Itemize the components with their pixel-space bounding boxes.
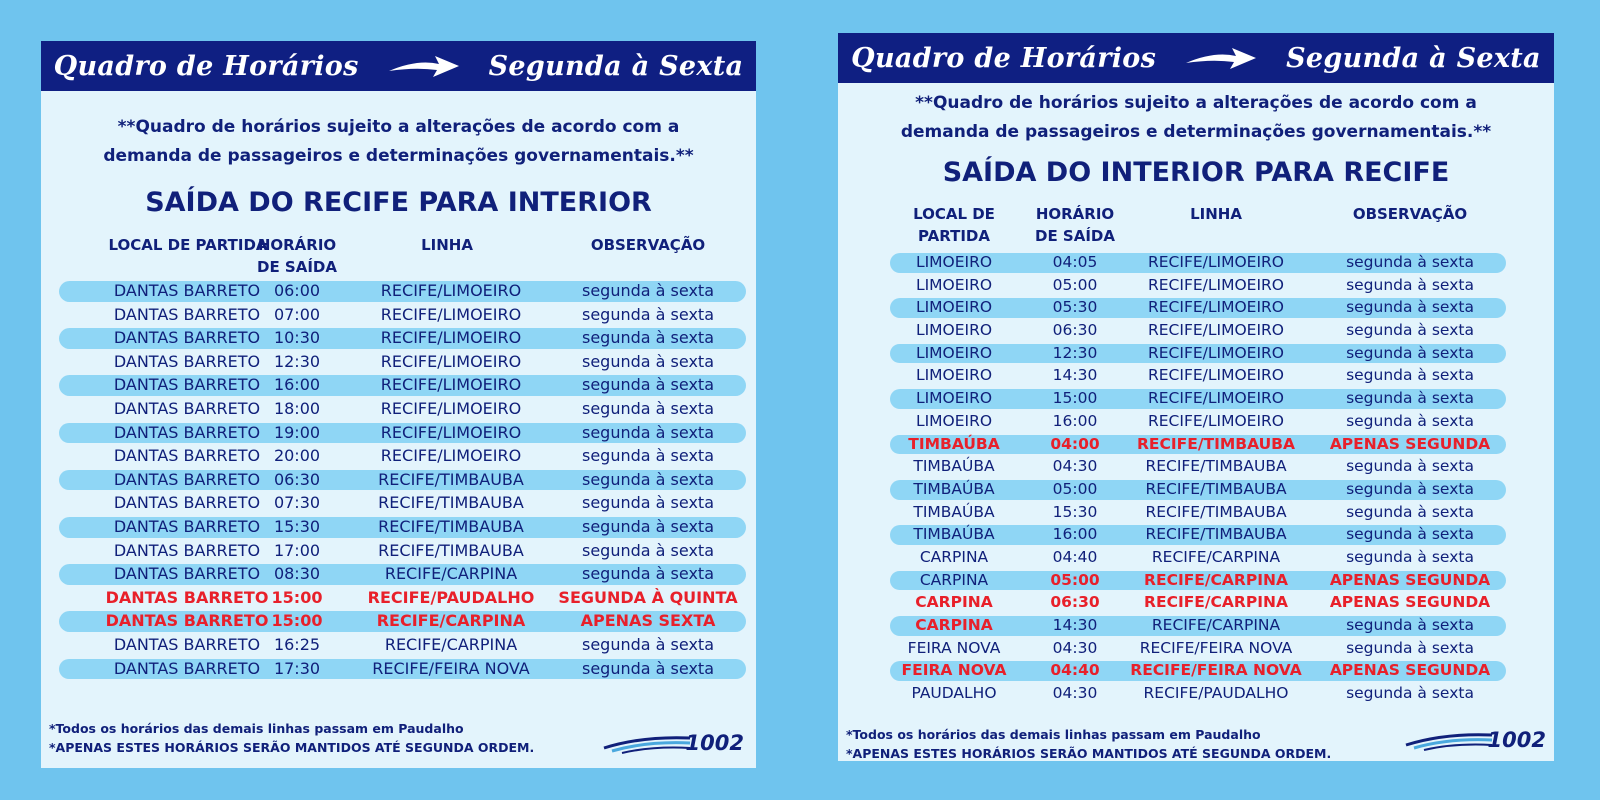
cell-horario: 05:00 — [1052, 275, 1098, 294]
cell-local: TIMBAÚBA — [913, 525, 995, 544]
cell-linha: RECIFE/CARPINA — [1151, 547, 1281, 566]
table-row — [838, 546, 1554, 569]
cell-linha: RECIFE/TIMBAUBA — [1145, 502, 1287, 521]
cell-horario: 08:30 — [273, 564, 321, 584]
schedule-panel-interior-to-recife — [838, 33, 1554, 761]
company-logo — [602, 731, 744, 755]
schedule-rows — [838, 251, 1554, 705]
header-linha: LINHA — [1190, 205, 1242, 223]
table-row — [838, 614, 1554, 637]
cell-local: DANTAS BARRETO — [113, 351, 261, 371]
cell-local: CARPINA — [919, 547, 989, 566]
banner — [838, 33, 1554, 83]
cell-local: DANTAS BARRETO — [113, 540, 261, 560]
cell-local: FEIRA NOVA — [901, 661, 1007, 680]
cell-obs: segunda à sexta — [1346, 457, 1474, 476]
cell-horario: 20:00 — [273, 446, 321, 466]
cell-obs: segunda à sexta — [582, 469, 714, 489]
cell-linha: RECIFE/LIMOEIRO — [1147, 275, 1285, 294]
cell-obs: APENAS SEGUNDA — [1329, 661, 1491, 680]
cell-local: LIMOEIRO — [915, 411, 993, 430]
arrow-right-icon — [387, 51, 461, 81]
footnote: *APENAS ESTES HORÁRIOS SERÃO MANTIDOS ATÉ SEGUNDA ORDEM. — [49, 740, 535, 755]
cell-local: DANTAS BARRETO — [113, 658, 261, 678]
cell-obs: segunda à sexta — [1346, 253, 1474, 271]
swoosh-icon — [1404, 729, 1494, 751]
cell-linha: RECIFE/CARPINA — [1144, 570, 1288, 589]
cell-local: DANTAS BARRETO — [113, 469, 261, 489]
cell-local: CARPINA — [915, 616, 993, 634]
cell-local: DANTAS BARRETO — [113, 281, 261, 300]
cell-local: DANTAS BARRETO — [113, 516, 261, 536]
cell-local: DANTAS BARRETO — [113, 564, 261, 584]
cell-linha: RECIFE/LIMOEIRO — [380, 281, 522, 300]
table-row — [838, 410, 1554, 433]
cell-linha: RECIFE/CARPINA — [384, 634, 518, 654]
cell-horario: 15:30 — [1052, 502, 1098, 521]
table-row — [838, 591, 1554, 614]
logo-text: 1002 — [685, 731, 744, 755]
notice-line: **Quadro de horários sujeito a alterações de acordo com a — [117, 117, 680, 137]
cell-horario: 06:30 — [273, 469, 321, 489]
table-row — [41, 350, 756, 374]
cell-linha: RECIFE/TIMBAUBA — [378, 469, 524, 489]
cell-obs: segunda à sexta — [1346, 684, 1474, 703]
cell-local: DANTAS BARRETO — [113, 328, 261, 348]
table-row — [838, 455, 1554, 478]
header-observacao: OBSERVAÇÃO — [590, 236, 706, 254]
cell-local: LIMOEIRO — [915, 321, 993, 340]
cell-obs: segunda à sexta — [1346, 389, 1474, 408]
header-local: LOCAL DE PARTIDA — [108, 236, 268, 254]
table-row — [838, 251, 1554, 274]
cell-horario: 05:00 — [1050, 570, 1100, 589]
cell-horario: 18:00 — [273, 398, 321, 418]
cell-horario: 05:00 — [1052, 479, 1098, 498]
table-row — [41, 586, 756, 610]
cell-horario: 12:30 — [1052, 343, 1098, 362]
table-row — [41, 633, 756, 657]
table-row — [41, 609, 756, 633]
cell-obs: SEGUNDA À QUINTA — [558, 587, 738, 607]
cell-local: LIMOEIRO — [915, 253, 993, 271]
cell-obs: segunda à sexta — [582, 375, 714, 395]
notice-text — [61, 113, 736, 171]
cell-linha: RECIFE/LIMOEIRO — [1147, 389, 1285, 408]
cell-local: DANTAS BARRETO — [105, 611, 269, 631]
cell-obs: segunda à sexta — [582, 564, 714, 584]
cell-obs: APENAS SEGUNDA — [1329, 570, 1491, 589]
table-row — [838, 319, 1554, 342]
cell-horario: 04:30 — [1052, 684, 1098, 703]
cell-obs: segunda à sexta — [582, 304, 714, 324]
cell-local: TIMBAÚBA — [913, 457, 995, 476]
cell-local: PAUDALHO — [911, 684, 997, 703]
cell-obs: segunda à sexta — [582, 493, 714, 513]
table-row — [838, 659, 1554, 682]
cell-linha: RECIFE/TIMBAUBA — [1137, 434, 1295, 453]
cell-horario: 15:00 — [271, 587, 323, 607]
table-row — [41, 397, 756, 421]
cell-obs: segunda à sexta — [582, 398, 714, 418]
cell-linha: RECIFE/LIMOEIRO — [1147, 321, 1285, 340]
footnotes — [846, 725, 1331, 763]
banner-title: Quadro de Horários — [53, 50, 359, 82]
logo-text: 1002 — [1487, 728, 1546, 752]
cell-horario: 16:25 — [273, 634, 321, 654]
cell-linha: RECIFE/LIMOEIRO — [1147, 253, 1285, 271]
cell-obs: segunda à sexta — [582, 658, 714, 678]
cell-linha: RECIFE/CARPINA — [1144, 593, 1288, 612]
cell-linha: RECIFE/TIMBAUBA — [1145, 525, 1287, 544]
cell-obs: APENAS SEXTA — [580, 611, 716, 631]
footnote: *Todos os horários das demais linhas passam em Paudalho — [49, 721, 464, 736]
cell-linha: RECIFE/FEIRA NOVA — [1139, 638, 1293, 657]
cell-linha: RECIFE/PAUDALHO — [1143, 684, 1289, 703]
cell-linha: RECIFE/TIMBAUBA — [378, 516, 524, 536]
cell-local: TIMBAÚBA — [913, 502, 995, 521]
notice-line: demanda de passageiros e determinações governamentais.** — [103, 146, 694, 166]
cell-horario: 19:00 — [273, 422, 321, 442]
cell-obs: segunda à sexta — [582, 422, 714, 442]
cell-horario: 14:30 — [1052, 616, 1098, 634]
cell-horario: 04:30 — [1052, 457, 1098, 476]
cell-linha: RECIFE/LIMOEIRO — [380, 328, 522, 348]
cell-linha: RECIFE/LIMOEIRO — [1147, 366, 1285, 385]
cell-obs: APENAS SEGUNDA — [1329, 593, 1491, 612]
footnote: *Todos os horários das demais linhas passam em Paudalho — [846, 727, 1261, 742]
cell-horario: 06:30 — [1052, 321, 1098, 340]
cell-linha: RECIFE/LIMOEIRO — [380, 304, 522, 324]
cell-linha: RECIFE/TIMBAUBA — [378, 493, 524, 513]
table-row — [838, 364, 1554, 387]
cell-local: LIMOEIRO — [915, 298, 993, 317]
cell-linha: RECIFE/TIMBAUBA — [378, 540, 524, 560]
arrow-right-icon — [1184, 43, 1258, 73]
cell-linha: RECIFE/FEIRA NOVA — [1130, 661, 1302, 680]
cell-horario: 07:00 — [273, 304, 321, 324]
cell-horario: 04:30 — [1052, 638, 1098, 657]
table-row — [41, 468, 756, 492]
table-row — [41, 444, 756, 468]
banner — [41, 41, 756, 91]
header-observacao: OBSERVAÇÃO — [1352, 205, 1468, 223]
cell-horario: 16:00 — [1052, 525, 1098, 544]
section-title: SAÍDA DO INTERIOR PARA RECIFE — [942, 157, 1450, 188]
cell-local: TIMBAÚBA — [908, 434, 1000, 453]
cell-horario: 15:00 — [1052, 389, 1098, 408]
table-row — [838, 637, 1554, 660]
cell-horario: 06:30 — [1050, 593, 1100, 612]
cell-obs: segunda à sexta — [582, 540, 714, 560]
cell-linha: RECIFE/LIMOEIRO — [380, 422, 522, 442]
table-row — [41, 515, 756, 539]
table-row — [838, 296, 1554, 319]
cell-obs: segunda à sexta — [582, 634, 714, 654]
cell-linha: RECIFE/CARPINA — [376, 611, 526, 631]
company-logo — [1404, 728, 1546, 752]
table-row — [838, 501, 1554, 524]
cell-horario: 16:00 — [273, 375, 321, 395]
notice-line: demanda de passageiros e determinações governamentais.** — [900, 122, 1492, 142]
table-row — [41, 373, 756, 397]
cell-horario: 14:30 — [1052, 366, 1098, 385]
notice-line: **Quadro de horários sujeito a alterações de acordo com a — [915, 93, 1477, 113]
cell-obs: segunda à sexta — [582, 446, 714, 466]
table-row — [41, 562, 756, 586]
table-row — [41, 326, 756, 350]
cell-horario: 07:30 — [273, 493, 321, 513]
cell-local: DANTAS BARRETO — [113, 446, 261, 466]
cell-local: DANTAS BARRETO — [113, 634, 261, 654]
cell-horario: 06:00 — [273, 281, 321, 300]
cell-obs: segunda à sexta — [1346, 547, 1474, 566]
cell-linha: RECIFE/CARPINA — [1151, 616, 1281, 634]
table-row — [838, 478, 1554, 501]
cell-horario: 15:00 — [271, 611, 323, 631]
cell-linha: RECIFE/TIMBAUBA — [1145, 479, 1287, 498]
cell-horario: 17:30 — [273, 658, 321, 678]
cell-local: DANTAS BARRETO — [113, 375, 261, 395]
cell-horario: 04:40 — [1050, 661, 1100, 680]
banner-title: Quadro de Horários — [851, 42, 1157, 74]
cell-horario: 15:30 — [273, 516, 321, 536]
cell-linha: RECIFE/LIMOEIRO — [380, 446, 522, 466]
banner-subtitle: Segunda à Sexta — [1286, 42, 1541, 74]
cell-horario: 04:40 — [1052, 547, 1098, 566]
table-row — [41, 491, 756, 515]
cell-local: FEIRA NOVA — [907, 638, 1001, 657]
cell-local: TIMBAÚBA — [913, 479, 995, 498]
cell-horario: 10:30 — [273, 328, 321, 348]
cell-obs: segunda à sexta — [1346, 502, 1474, 521]
cell-linha: RECIFE/LIMOEIRO — [1147, 298, 1285, 317]
cell-linha: RECIFE/PAUDALHO — [367, 587, 535, 607]
table-row — [838, 682, 1554, 705]
cell-obs: segunda à sexta — [1346, 275, 1474, 294]
header-linha: LINHA — [421, 236, 473, 254]
header-local: LOCAL DE PARTIDA — [913, 205, 995, 245]
cell-local: LIMOEIRO — [915, 389, 993, 408]
cell-obs: segunda à sexta — [1346, 479, 1474, 498]
cell-local: DANTAS BARRETO — [105, 587, 269, 607]
cell-obs: segunda à sexta — [1346, 366, 1474, 385]
cell-local: DANTAS BARRETO — [113, 422, 261, 442]
table-row — [41, 421, 756, 445]
cell-obs: segunda à sexta — [582, 516, 714, 536]
cell-linha: RECIFE/LIMOEIRO — [380, 375, 522, 395]
cell-local: DANTAS BARRETO — [113, 398, 261, 418]
cell-obs: segunda à sexta — [1346, 616, 1474, 634]
cell-linha: RECIFE/LIMOEIRO — [380, 398, 522, 418]
cell-obs: segunda à sexta — [1346, 343, 1474, 362]
footnote: *APENAS ESTES HORÁRIOS SERÃO MANTIDOS ATÉ SEGUNDA ORDEM. — [846, 746, 1332, 761]
cell-local: LIMOEIRO — [915, 343, 993, 362]
cell-local: DANTAS BARRETO — [113, 304, 261, 324]
cell-linha: RECIFE/LIMOEIRO — [380, 351, 522, 371]
header-horario: HORÁRIO DE SAÍDA — [1035, 205, 1115, 245]
section-title: SAÍDA DO RECIFE PARA INTERIOR — [145, 187, 652, 218]
cell-obs: APENAS SEGUNDA — [1329, 434, 1491, 453]
table-row — [41, 303, 756, 327]
cell-obs: segunda à sexta — [582, 328, 714, 348]
cell-local: DANTAS BARRETO — [113, 493, 261, 513]
schedule-rows — [41, 279, 756, 680]
notice-text — [858, 89, 1534, 147]
banner-subtitle: Segunda à Sexta — [488, 50, 744, 82]
footnotes — [49, 719, 534, 757]
cell-obs: segunda à sexta — [1346, 525, 1474, 544]
cell-horario: 04:00 — [1050, 434, 1100, 453]
cell-horario: 12:30 — [273, 351, 321, 371]
cell-linha: RECIFE/LIMOEIRO — [1147, 411, 1285, 430]
cell-linha: RECIFE/FEIRA NOVA — [372, 658, 530, 678]
cell-obs: segunda à sexta — [1346, 638, 1474, 657]
table-row — [41, 279, 756, 303]
table-row — [838, 342, 1554, 365]
cell-local: CARPINA — [919, 570, 989, 589]
cell-local: CARPINA — [915, 593, 993, 612]
cell-obs: segunda à sexta — [582, 351, 714, 371]
header-horario: HORÁRIO DE SAÍDA — [257, 236, 337, 276]
cell-obs: segunda à sexta — [1346, 411, 1474, 430]
schedule-panel-recife-to-interior — [41, 41, 756, 768]
cell-horario: 04:05 — [1052, 253, 1098, 271]
cell-linha: RECIFE/LIMOEIRO — [1147, 343, 1285, 362]
table-row — [41, 657, 756, 681]
cell-obs: segunda à sexta — [1346, 298, 1474, 317]
cell-linha: RECIFE/CARPINA — [384, 564, 518, 584]
cell-horario: 17:00 — [273, 540, 321, 560]
swoosh-icon — [602, 732, 692, 754]
cell-horario: 16:00 — [1052, 411, 1098, 430]
cell-horario: 05:30 — [1052, 298, 1098, 317]
table-row — [838, 387, 1554, 410]
table-row — [41, 539, 756, 563]
cell-obs: segunda à sexta — [1346, 321, 1474, 340]
cell-local: LIMOEIRO — [915, 366, 993, 385]
table-row — [838, 433, 1554, 456]
table-row — [838, 523, 1554, 546]
table-row — [838, 569, 1554, 592]
cell-local: LIMOEIRO — [915, 275, 993, 294]
table-row — [838, 274, 1554, 297]
cell-linha: RECIFE/TIMBAUBA — [1145, 457, 1287, 476]
cell-obs: segunda à sexta — [582, 281, 714, 300]
